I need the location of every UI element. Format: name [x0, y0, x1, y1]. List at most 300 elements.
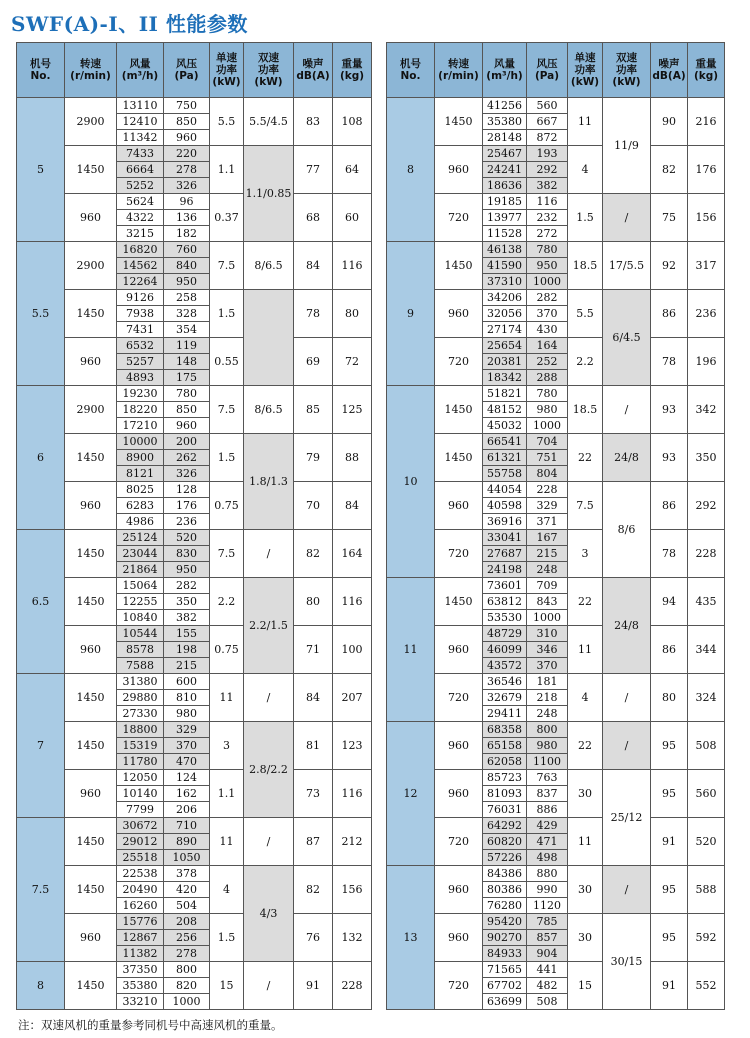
cell-pressure: 498: [527, 850, 568, 866]
header-col-model: 机号 No.: [387, 43, 435, 98]
table-row: [17, 98, 372, 114]
cell-dual-power: 8/6.5: [244, 242, 294, 290]
cell-model: 10: [387, 386, 435, 578]
cell-airflow: 90270: [483, 930, 527, 946]
cell-noise: 84: [294, 242, 333, 290]
cell-pressure: 262: [164, 450, 210, 466]
cell-airflow: 33210: [117, 994, 164, 1010]
cell-weight: 116: [333, 578, 372, 626]
cell-pressure: 520: [164, 530, 210, 546]
cell-dual-power: 6/4.5: [603, 290, 651, 386]
cell-airflow: 7938: [117, 306, 164, 322]
cell-airflow: 22538: [117, 866, 164, 882]
cell-weight: 64: [333, 146, 372, 194]
cell-airflow: 76280: [483, 898, 527, 914]
cell-pressure: 980: [527, 738, 568, 754]
cell-speed: 1450: [435, 578, 483, 626]
cell-airflow: 35380: [117, 978, 164, 994]
cell-speed: 720: [435, 194, 483, 242]
table-row: [387, 194, 725, 210]
cell-airflow: 5257: [117, 354, 164, 370]
cell-noise: 79: [294, 434, 333, 482]
cell-airflow: 37350: [117, 962, 164, 978]
cell-dual-power: 2.2/1.5: [244, 578, 294, 674]
cell-airflow: 27687: [483, 546, 527, 562]
cell-single-power: 18.5: [568, 242, 603, 290]
cell-model: 9: [387, 242, 435, 386]
table-header: [387, 43, 725, 98]
cell-airflow: 81093: [483, 786, 527, 802]
cell-pressure: 960: [164, 418, 210, 434]
header-col-airflow: 风量 (m³/h): [483, 43, 527, 98]
cell-single-power: 18.5: [568, 386, 603, 434]
cell-airflow: 6532: [117, 338, 164, 354]
cell-noise: 82: [294, 530, 333, 578]
cell-pressure: 600: [164, 674, 210, 690]
cell-airflow: 7799: [117, 802, 164, 818]
cell-pressure: 248: [527, 706, 568, 722]
cell-pressure: 215: [527, 546, 568, 562]
cell-single-power: 2.2: [568, 338, 603, 386]
cell-speed: 960: [435, 914, 483, 962]
cell-airflow: 10544: [117, 626, 164, 642]
table-row: [387, 578, 725, 594]
cell-pressure: 350: [164, 594, 210, 610]
cell-pressure: 116: [527, 194, 568, 210]
cell-speed: 960: [435, 290, 483, 338]
cell-single-power: 11: [568, 626, 603, 674]
cell-speed: 960: [435, 866, 483, 914]
cell-airflow: 68358: [483, 722, 527, 738]
cell-airflow: 27330: [117, 706, 164, 722]
table-row: [17, 146, 372, 162]
cell-airflow: 25124: [117, 530, 164, 546]
performance-table-left: [16, 42, 372, 1010]
cell-pressure: 429: [527, 818, 568, 834]
cell-airflow: 25518: [117, 850, 164, 866]
cell-pressure: 248: [527, 562, 568, 578]
cell-noise: 91: [651, 962, 688, 1010]
cell-pressure: 96: [164, 194, 210, 210]
cell-pressure: 252: [527, 354, 568, 370]
cell-pressure: 1000: [527, 610, 568, 626]
header-row: [17, 43, 372, 98]
cell-single-power: 3: [568, 530, 603, 578]
cell-airflow: 28148: [483, 130, 527, 146]
cell-pressure: 370: [527, 306, 568, 322]
cell-speed: 960: [65, 194, 117, 242]
cell-dual-power: /: [244, 962, 294, 1010]
cell-pressure: 482: [527, 978, 568, 994]
cell-pressure: 804: [527, 466, 568, 482]
cell-airflow: 24198: [483, 562, 527, 578]
cell-pressure: 890: [164, 834, 210, 850]
cell-airflow: 43572: [483, 658, 527, 674]
cell-single-power: 0.55: [210, 338, 244, 386]
cell-weight: 164: [333, 530, 372, 578]
cell-airflow: 30672: [117, 818, 164, 834]
cell-weight: 520: [688, 818, 725, 866]
cell-airflow: 15319: [117, 738, 164, 754]
cell-airflow: 32056: [483, 306, 527, 322]
cell-pressure: 441: [527, 962, 568, 978]
cell-noise: 71: [294, 626, 333, 674]
cell-pressure: 182: [164, 226, 210, 242]
cell-airflow: 29880: [117, 690, 164, 706]
cell-airflow: 57226: [483, 850, 527, 866]
cell-airflow: 4322: [117, 210, 164, 226]
table-row: [387, 866, 725, 882]
cell-airflow: 76031: [483, 802, 527, 818]
cell-single-power: 4: [568, 146, 603, 194]
cell-speed: 1450: [435, 98, 483, 146]
cell-airflow: 66541: [483, 434, 527, 450]
header-col-dual-power: 双速 功率 (kW): [603, 43, 651, 98]
cell-airflow: 65158: [483, 738, 527, 754]
cell-pressure: 278: [164, 162, 210, 178]
cell-single-power: 2.2: [210, 578, 244, 626]
cell-airflow: 6283: [117, 498, 164, 514]
cell-speed: 1450: [65, 290, 117, 338]
cell-airflow: 55758: [483, 466, 527, 482]
cell-noise: 68: [294, 194, 333, 242]
cell-pressure: 880: [527, 866, 568, 882]
table-row: [387, 338, 725, 354]
cell-weight: 72: [333, 338, 372, 386]
cell-pressure: 990: [527, 882, 568, 898]
cell-pressure: 830: [164, 546, 210, 562]
cell-model: 6.5: [17, 530, 65, 674]
header-col-airflow: 风量 (m³/h): [117, 43, 164, 98]
cell-weight: 508: [688, 722, 725, 770]
cell-airflow: 80386: [483, 882, 527, 898]
cell-airflow: 95420: [483, 914, 527, 930]
cell-pressure: 354: [164, 322, 210, 338]
cell-model: 8: [387, 98, 435, 242]
cell-pressure: 980: [164, 706, 210, 722]
cell-pressure: 288: [527, 370, 568, 386]
cell-airflow: 13977: [483, 210, 527, 226]
cell-single-power: 22: [568, 434, 603, 482]
cell-noise: 90: [651, 98, 688, 146]
header-col-speed: 转速 (r/min): [65, 43, 117, 98]
cell-pressure: 326: [164, 178, 210, 194]
cell-single-power: 1.5: [210, 290, 244, 338]
cell-weight: 292: [688, 482, 725, 530]
cell-dual-power: 30/15: [603, 914, 651, 1010]
cell-single-power: 11: [210, 818, 244, 866]
cell-airflow: 24241: [483, 162, 527, 178]
cell-speed: 1450: [65, 674, 117, 722]
header-col-noise: 噪声 dB(A): [651, 43, 688, 98]
cell-noise: 95: [651, 770, 688, 818]
cell-pressure: 950: [164, 562, 210, 578]
cell-airflow: 36916: [483, 514, 527, 530]
cell-weight: 588: [688, 866, 725, 914]
cell-single-power: 30: [568, 914, 603, 962]
cell-single-power: 15: [568, 962, 603, 1010]
cell-dual-power: 8/6: [603, 482, 651, 578]
cell-pressure: 346: [527, 642, 568, 658]
cell-weight: 228: [688, 530, 725, 578]
table-row: [17, 242, 372, 258]
cell-airflow: 10140: [117, 786, 164, 802]
cell-pressure: 667: [527, 114, 568, 130]
cell-airflow: 10840: [117, 610, 164, 626]
cell-pressure: 164: [527, 338, 568, 354]
cell-speed: 1450: [65, 818, 117, 866]
cell-noise: 83: [294, 98, 333, 146]
cell-pressure: 282: [527, 290, 568, 306]
header-col-single-power: 单速 功率 (kW): [210, 43, 244, 98]
cell-dual-power: /: [603, 866, 651, 914]
cell-pressure: 843: [527, 594, 568, 610]
cell-speed: 1450: [65, 146, 117, 194]
cell-noise: 80: [651, 674, 688, 722]
cell-weight: 196: [688, 338, 725, 386]
cell-speed: 1450: [65, 866, 117, 914]
cell-airflow: 63699: [483, 994, 527, 1010]
table-row: [17, 578, 372, 594]
cell-airflow: 46138: [483, 242, 527, 258]
cell-pressure: 272: [527, 226, 568, 242]
cell-weight: 156: [688, 194, 725, 242]
cell-pressure: 710: [164, 818, 210, 834]
cell-airflow: 9126: [117, 290, 164, 306]
cell-airflow: 32679: [483, 690, 527, 706]
cell-weight: 88: [333, 434, 372, 482]
cell-pressure: 155: [164, 626, 210, 642]
cell-speed: 960: [65, 914, 117, 962]
cell-airflow: 7431: [117, 322, 164, 338]
cell-pressure: 1000: [527, 418, 568, 434]
cell-weight: 80: [333, 290, 372, 338]
cell-pressure: 232: [527, 210, 568, 226]
cell-airflow: 34206: [483, 290, 527, 306]
cell-pressure: 136: [164, 210, 210, 226]
cell-noise: 86: [651, 290, 688, 338]
cell-airflow: 7433: [117, 146, 164, 162]
cell-pressure: 256: [164, 930, 210, 946]
cell-airflow: 18342: [483, 370, 527, 386]
cell-pressure: 200: [164, 434, 210, 450]
cell-pressure: 751: [527, 450, 568, 466]
cell-weight: 342: [688, 386, 725, 434]
cell-speed: 720: [435, 530, 483, 578]
cell-pressure: 329: [164, 722, 210, 738]
cell-airflow: 7588: [117, 658, 164, 674]
cell-pressure: 1050: [164, 850, 210, 866]
cell-airflow: 45032: [483, 418, 527, 434]
cell-pressure: 704: [527, 434, 568, 450]
cell-pressure: 175: [164, 370, 210, 386]
cell-pressure: 228: [527, 482, 568, 498]
cell-pressure: 310: [527, 626, 568, 642]
cell-noise: 81: [294, 722, 333, 770]
cell-single-power: 22: [568, 578, 603, 626]
cell-noise: 80: [294, 578, 333, 626]
cell-airflow: 84933: [483, 946, 527, 962]
table-body: [17, 98, 372, 1010]
cell-airflow: 8578: [117, 642, 164, 658]
header-col-noise: 噪声 dB(A): [294, 43, 333, 98]
cell-speed: 960: [435, 146, 483, 194]
cell-dual-power: 5.5/4.5: [244, 98, 294, 146]
cell-pressure: 1000: [527, 274, 568, 290]
table-row: [387, 290, 725, 306]
cell-pressure: 750: [164, 98, 210, 114]
table-row: [387, 626, 725, 642]
cell-airflow: 17210: [117, 418, 164, 434]
table-row: [387, 722, 725, 738]
cell-pressure: 800: [164, 962, 210, 978]
table-row: [387, 98, 725, 114]
cell-noise: 87: [294, 818, 333, 866]
cell-pressure: 785: [527, 914, 568, 930]
header-row: [387, 43, 725, 98]
cell-pressure: 167: [527, 530, 568, 546]
cell-pressure: 215: [164, 658, 210, 674]
cell-dual-power: 2.8/2.2: [244, 722, 294, 818]
cell-pressure: 181: [527, 674, 568, 690]
cell-noise: 70: [294, 482, 333, 530]
header-col-dual-power: 双速 功率 (kW): [244, 43, 294, 98]
cell-airflow: 5624: [117, 194, 164, 210]
cell-pressure: 370: [527, 658, 568, 674]
cell-airflow: 27174: [483, 322, 527, 338]
cell-single-power: 1.1: [210, 770, 244, 818]
cell-dual-power: 1.1/0.85: [244, 146, 294, 242]
cell-pressure: 382: [527, 178, 568, 194]
cell-speed: 2900: [65, 242, 117, 290]
cell-weight: 125: [333, 386, 372, 434]
cell-weight: 207: [333, 674, 372, 722]
table-row: [387, 146, 725, 162]
cell-pressure: 857: [527, 930, 568, 946]
header-col-model: 机号 No.: [17, 43, 65, 98]
cell-airflow: 8025: [117, 482, 164, 498]
cell-weight: 132: [333, 914, 372, 962]
cell-weight: 116: [333, 242, 372, 290]
cell-noise: 86: [651, 626, 688, 674]
cell-airflow: 11780: [117, 754, 164, 770]
cell-pressure: 124: [164, 770, 210, 786]
cell-dual-power: [244, 290, 294, 386]
cell-pressure: 1000: [164, 994, 210, 1010]
cell-pressure: 278: [164, 946, 210, 962]
cell-noise: 85: [294, 386, 333, 434]
cell-speed: 1450: [65, 434, 117, 482]
cell-pressure: 810: [164, 690, 210, 706]
cell-pressure: 220: [164, 146, 210, 162]
cell-pressure: 370: [164, 738, 210, 754]
cell-weight: 552: [688, 962, 725, 1010]
cell-pressure: 780: [527, 242, 568, 258]
cell-model: 6: [17, 386, 65, 530]
cell-airflow: 44054: [483, 482, 527, 498]
cell-single-power: 11: [568, 818, 603, 866]
cell-pressure: 326: [164, 466, 210, 482]
cell-pressure: 378: [164, 866, 210, 882]
cell-weight: 100: [333, 626, 372, 674]
cell-airflow: 18800: [117, 722, 164, 738]
cell-model: 5.5: [17, 242, 65, 386]
cell-airflow: 6664: [117, 162, 164, 178]
cell-weight: 123: [333, 722, 372, 770]
cell-airflow: 40598: [483, 498, 527, 514]
table-row: [387, 434, 725, 450]
table-row: [17, 722, 372, 738]
cell-dual-power: 24/8: [603, 578, 651, 674]
cell-airflow: 14562: [117, 258, 164, 274]
table-row: [17, 530, 372, 546]
cell-pressure: 258: [164, 290, 210, 306]
cell-airflow: 12410: [117, 114, 164, 130]
cell-dual-power: 25/12: [603, 770, 651, 866]
cell-airflow: 18220: [117, 402, 164, 418]
cell-pressure: 904: [527, 946, 568, 962]
cell-airflow: 3215: [117, 226, 164, 242]
cell-airflow: 48152: [483, 402, 527, 418]
cell-airflow: 85723: [483, 770, 527, 786]
cell-single-power: 0.37: [210, 194, 244, 242]
cell-single-power: 1.1: [210, 146, 244, 194]
cell-noise: 91: [294, 962, 333, 1010]
cell-airflow: 67702: [483, 978, 527, 994]
cell-airflow: 11382: [117, 946, 164, 962]
cell-speed: 1450: [65, 530, 117, 578]
cell-single-power: 11: [210, 674, 244, 722]
cell-airflow: 15776: [117, 914, 164, 930]
cell-airflow: 29411: [483, 706, 527, 722]
table-row: [17, 770, 372, 786]
cell-weight: 344: [688, 626, 725, 674]
cell-single-power: 7.5: [210, 386, 244, 434]
table-row: [17, 386, 372, 402]
cell-pressure: 148: [164, 354, 210, 370]
cell-noise: 95: [651, 722, 688, 770]
cell-airflow: 37310: [483, 274, 527, 290]
cell-airflow: 4986: [117, 514, 164, 530]
cell-noise: 94: [651, 578, 688, 626]
cell-speed: 1450: [435, 242, 483, 290]
cell-dual-power: /: [244, 674, 294, 722]
table-row: [17, 434, 372, 450]
cell-single-power: 0.75: [210, 482, 244, 530]
header-col-single-power: 单速 功率 (kW): [568, 43, 603, 98]
cell-weight: 156: [333, 866, 372, 914]
cell-airflow: 19230: [117, 386, 164, 402]
cell-dual-power: /: [603, 674, 651, 722]
cell-single-power: 4: [210, 866, 244, 914]
cell-pressure: 800: [527, 722, 568, 738]
cell-pressure: 282: [164, 578, 210, 594]
cell-speed: 2900: [65, 386, 117, 434]
table-row: [387, 914, 725, 930]
table-body: [387, 98, 725, 1010]
cell-single-power: 7.5: [210, 242, 244, 290]
cell-weight: 560: [688, 770, 725, 818]
header-col-weight: 重量 (kg): [688, 43, 725, 98]
cell-dual-power: 4/3: [244, 866, 294, 962]
cell-noise: 93: [651, 434, 688, 482]
header-col-speed: 转速 (r/min): [435, 43, 483, 98]
table-row: [387, 482, 725, 498]
cell-model: 8: [17, 962, 65, 1010]
cell-noise: 95: [651, 914, 688, 962]
cell-noise: 76: [294, 914, 333, 962]
cell-single-power: 11: [568, 98, 603, 146]
